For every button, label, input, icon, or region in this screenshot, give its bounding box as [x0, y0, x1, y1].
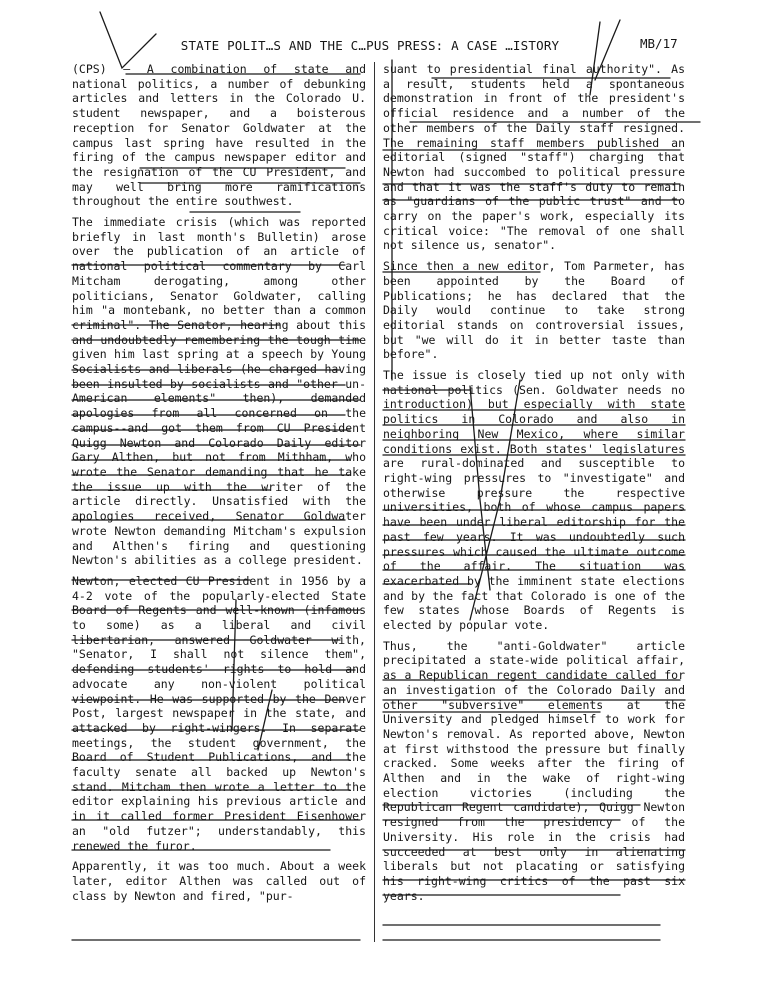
left-column — [72, 62, 366, 909]
right-column — [383, 62, 685, 909]
column-divider — [374, 62, 375, 942]
page-identifier: MB/17 — [640, 36, 678, 51]
paragraph: The issue is closely tied up not only with national politics (Sen. Goldwater needs no introduction) but especially with state politics in Colorado and also in neighboring New Mexico, where similar conditions exist. Both states' legislatures are rural-dominated and susceptible to right-wing pressures to "investigate" and otherwise pressure the respective universities, both of whose campus papers have been under liberal editorship for the past few years. It was undoubtedly such pressures which caused the ultimate outcome of the affair. The situation was exacerbated by the imminent state elections and by the fact that Colorado is one of the few states whose Boards of Regents is elected by popular vote. — [383, 368, 685, 633]
paragraph: The immediate crisis (which was reported briefly in last month's Bulletin) arose over the publication of an article of national political commentary by Carl Mitcham derogating, among other politicians, Senator Goldwater, calling him "a montebank, no better than a common criminal". The Senator, hearing about this and undoubtedly remembering the tough time given him last spring at a speech by Young Socialists and liberals (he charged having been insulted by socialists and "other un-American elements" then), demanded apologies from all concerned on the campus--and got them from CU President Quigg Newton and Colorado Daily editor Gary Althen, but not from Mithham, who wrote the Senator demanding that he take the issue up with the writer of the article directly. Unsatisfied with the apologies received, Senator Goldwater wrote Newton demanding Mitcham's expulsion and Althen's firing and questioning Newton's abilities as a college president. — [72, 215, 366, 568]
hand-drawn-check-mark — [100, 12, 156, 68]
paragraph: Apparently, it was too much. About a week later, editor Althen was called out of class by Newton and fired, "pur- — [72, 859, 366, 903]
paragraph: Since then a new editor, Tom Parmeter, has been appointed by the Board of Publications; he has declared that the Daily would continue to take strong editorial stands on controversial issues, but "we will do it in better taste than before". — [383, 259, 685, 362]
paragraph: Newton, elected CU President in 1956 by a 4-2 vote of the popularly-elected State Board of Regents and well-known (infamous to some) as a liberal and civil libertarian, answered Goldwater with, "Senator, I shall not silence them", defending students' rights to hold and advocate any non-violent political viewpoint. He was supported by the Denver Post, largest newspaper in the state, and attacked by right-wingers. In separate meetings, the student government, the Board of Student Publications, and the faculty senate all backed up Newton's stand. Mitcham then wrote a letter to the editor explaining his previous article and in it called former President Eisenhower an "old futzer"; understandably, this renewed the furor. — [72, 573, 366, 853]
paragraph: Thus, the "anti-Goldwater" article precipitated a state-wide political affair, as a Republican regent candidate called for an investigation of the Colorado Daily and other "subversive" elements at the University and pledged himself to work for Newton's removal. As reported above, Newton at first withstood the pressure but finally cracked. Some weeks after the firing of Althen and in the wake of right-wing election victories (including the Republican Regent candidate), Quigg Newton resigned from the presidency of the University. His role in the crisis had succeeded at best only in alienating liberals but not placating or satisfying his right-wing critics of the past six years. — [383, 638, 685, 903]
document-title: STATE POLIT…S AND THE C…PUS PRESS: A CASE …ISTORY — [180, 38, 560, 53]
paragraph: suant to presidential final authority". As a result, students held a spontaneous demonstration in front of the president's official residence and a number of the other members of the Daily staff resigned. The remaining staff members published an editorial (signed "staff") charging that Newton had succombed to political pressure and that it was the staff's duty to remain as "guardians of the public trust" and to carry on the paper's work, especially its critical voice: "The removal of one shall not silence us, senator". — [383, 62, 685, 253]
paragraph: (CPS) — A combination of state and national politics, a number of debunking articles and letters in the Colorado U. student newspaper, and a boisterous reception for Senator Goldwater at the campus last spring have resulted in the firing of the campus newspaper editor and the resignation of the CU President, and may well bring more ramifications throughout the entire southwest. — [72, 62, 366, 209]
